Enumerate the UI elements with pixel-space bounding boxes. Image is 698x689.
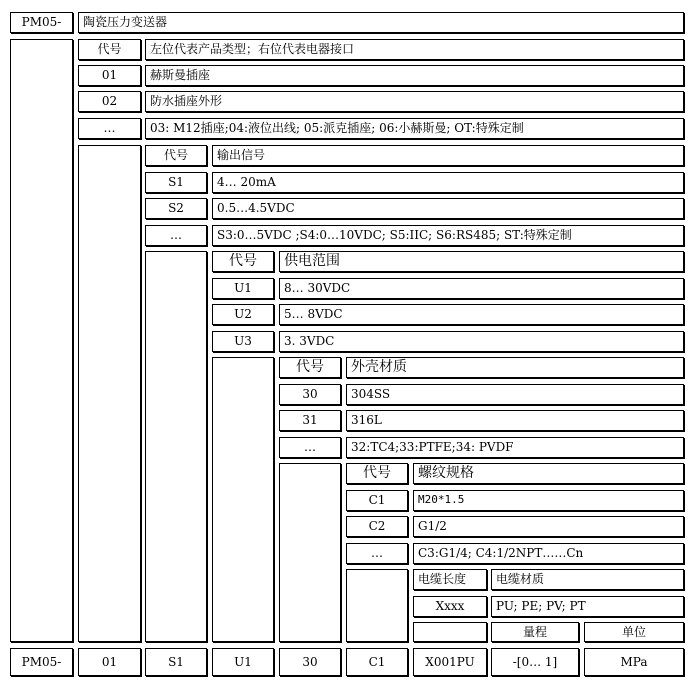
- l5-code-header: 代号: [346, 463, 408, 484]
- l3-column-spacer: [212, 357, 274, 642]
- l2-code-s1: S1: [145, 172, 207, 193]
- l4-code-30: 30: [279, 384, 341, 405]
- l3-desc-u2: 5… 8VDC: [279, 304, 684, 325]
- l3-code-u1: U1: [212, 278, 274, 299]
- l2-column-spacer: [145, 251, 207, 642]
- example-housing: 30: [279, 648, 341, 676]
- l3-desc-header: 供电范围: [279, 251, 684, 272]
- l4-desc-other: 32:TC4;33:PTFE;34: PVDF: [346, 437, 684, 458]
- l5-code-more: …: [346, 543, 408, 564]
- l4-code-header: 代号: [279, 357, 341, 378]
- example-output: S1: [145, 648, 207, 676]
- example-connector: 01: [78, 648, 141, 676]
- l4-code-31: 31: [279, 410, 341, 431]
- unit-header: 单位: [584, 622, 684, 642]
- example-model: PM05-: [10, 648, 73, 676]
- l2-code-header: 代号: [145, 145, 207, 166]
- l3-desc-u3: 3. 3VDC: [279, 331, 684, 352]
- l2-code-s2: S2: [145, 198, 207, 219]
- l1-desc-01: 赫斯曼插座: [145, 65, 684, 86]
- example-range: -[0… 1]: [491, 648, 579, 676]
- example-power: U1: [212, 648, 274, 676]
- l1-desc-02: 防水插座外形: [145, 91, 684, 112]
- l3-code-u2: U2: [212, 304, 274, 325]
- l5-column-spacer: [346, 569, 408, 642]
- l4-desc-31: 316L: [346, 410, 684, 431]
- l5-desc-c1: M20*1.5: [413, 490, 684, 511]
- l3-desc-u1: 8… 30VDC: [279, 278, 684, 299]
- cable-length-value: Xxxx: [413, 596, 487, 617]
- l2-desc-other: S3:0…5VDC ;S4:0…10VDC; S5:IIC; S6:RS485; ST:特殊定制: [212, 225, 684, 246]
- product-title: 陶瓷压力变送器: [78, 12, 684, 33]
- l5-desc-c2: G1/2: [413, 516, 684, 537]
- l1-desc-header: 左位代表产品类型；右位代表电器接口: [145, 39, 684, 60]
- l5-desc-header: 螺纹规格: [413, 463, 684, 484]
- example-cable: X001PU: [413, 648, 487, 676]
- l3-code-u3: U3: [212, 331, 274, 352]
- l4-code-more: …: [279, 437, 341, 458]
- l2-desc-s1: 4… 20mA: [212, 172, 684, 193]
- l5-code-c2: C2: [346, 516, 408, 537]
- range-header: 量程: [491, 622, 579, 642]
- l4-desc-30: 304SS: [346, 384, 684, 405]
- l1-code-more: …: [78, 118, 141, 139]
- example-unit: MPa: [584, 648, 684, 676]
- l4-column-spacer: [279, 463, 341, 642]
- l5-code-c1: C1: [346, 490, 408, 511]
- example-thread: C1: [346, 648, 408, 676]
- cable-material-value: PU; PE; PV; PT: [491, 596, 684, 617]
- model-column-spacer: [10, 39, 73, 642]
- l2-desc-header: 输出信号: [212, 145, 684, 166]
- l5-desc-other: C3:G1/4; C4:1/2NPT……Cn: [413, 543, 684, 564]
- cable-length-header: 电缆长度: [413, 569, 487, 590]
- cable-material-header: 电缆材质: [491, 569, 684, 590]
- cable-spacer: [413, 622, 487, 642]
- l3-code-header: 代号: [212, 251, 274, 272]
- l2-code-more: …: [145, 225, 207, 246]
- l2-desc-s2: 0.5…4.5VDC: [212, 198, 684, 219]
- l1-code-02: 02: [78, 91, 141, 112]
- model-header: PM05-: [10, 12, 73, 33]
- l1-code-01: 01: [78, 65, 141, 86]
- l4-desc-header: 外壳材质: [346, 357, 684, 378]
- l1-desc-other: 03: M12插座;04:液位出线; 05:派克插座; 06:小赫斯曼; OT:特殊定制: [145, 118, 684, 139]
- l1-code-header: 代号: [78, 39, 141, 60]
- l1-column-spacer: [78, 145, 141, 642]
